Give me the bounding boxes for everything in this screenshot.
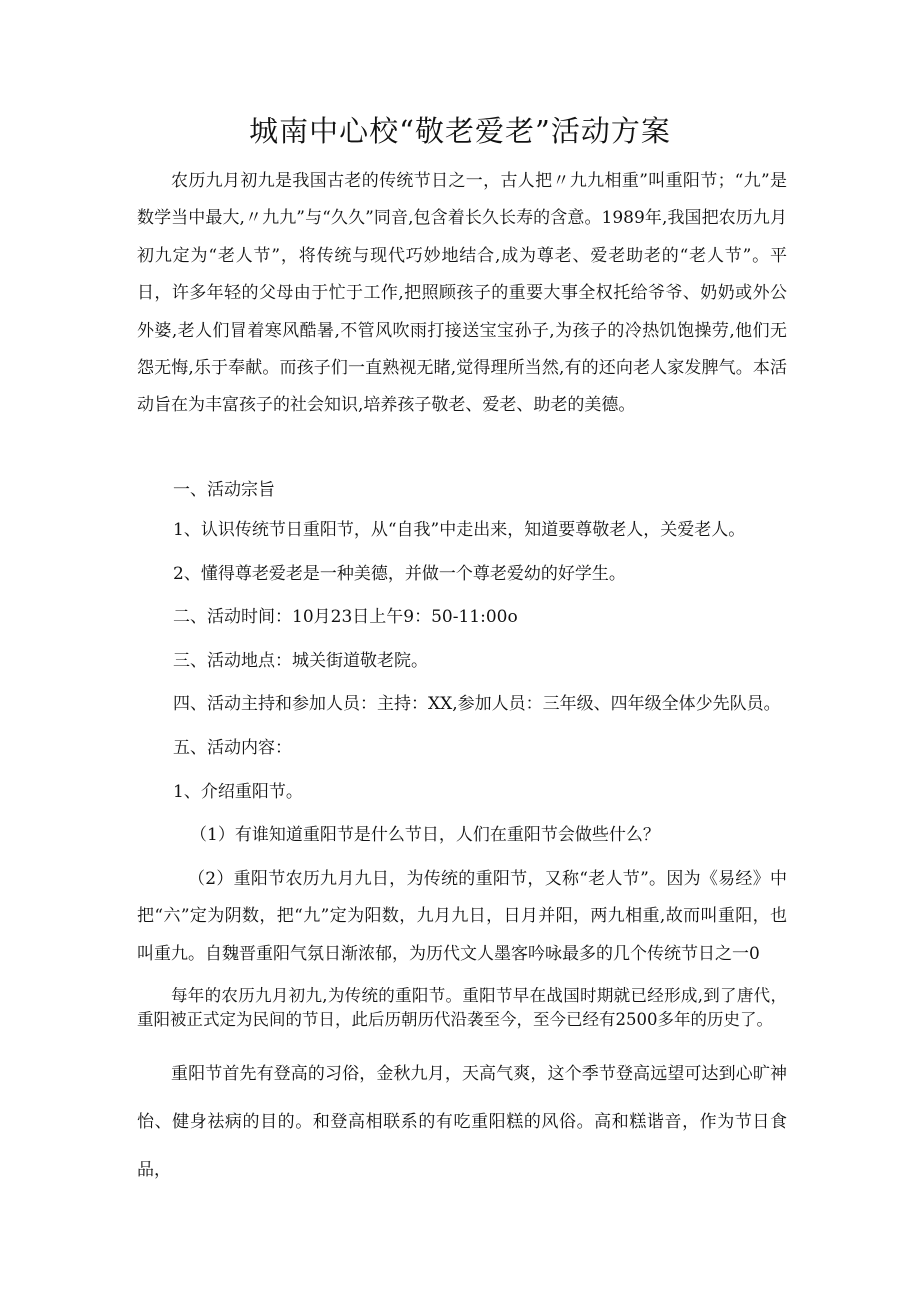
section-heading-content: 五、活动内容： [173, 738, 292, 758]
history-paragraph: 每年的农历九月初九,为传统的重阳节。重阳节早在战国时期就已经形成,到了唐代，重阳被正式定为民间的节日，此后历朝历代沿袭至今，至今已经有2500多年的历史了。 [137, 986, 787, 1029]
activity-place: 三、活动地点：城关街道敬老院。 [173, 651, 428, 671]
activity-time: 二、活动时间：10月23日上午9：50-11:00o [173, 607, 518, 627]
section-heading-purpose: 一、活动宗旨 [173, 480, 275, 500]
activity-people: 四、活动主持和参加人员：主持：XX,参加人员：三年级、四年级全体少先队员。 [173, 694, 781, 714]
customs-paragraph: 重阳节首先有登高的习俗，金秋九月，天高气爽，这个季节登高远望可达到心旷神怡、健身祛病的目的。和登高相联系的有吃重阳糕的风俗。高和糕谐音，作为节日食品， [137, 1064, 787, 1180]
purpose-item-2: 2、懂得尊老爱老是一种美德，并做一个尊老爱幼的好学生。 [173, 564, 626, 584]
content-item-1: 1、介绍重阳节。 [173, 782, 303, 802]
content-question-1: （1）有谁知道重阳节是什么节日，人们在重阳节会做些什么？ [190, 825, 660, 845]
intro-paragraph: 农历九月初九是我国古老的传统节日之一，古人把〃九九相重”叫重阳节；“九”是数学当中最大,〃九九”与“久久”同音,包含着长久长寿的含意。1989年,我国把农历九月初九定为“老人节”，将传统与现代巧妙地结合,成为尊老、爱老助老的“老人节”。平日，许多年轻的父母由于忙于工作,把照顾孩子的重要大事全权托给爷爷、奶奶或外公外婆,老人们冒着寒风酷暑,不管风吹雨打接送宝宝孙子,为孩子的冷热饥饱操劳,他们无怨无悔,乐于奉献。而孩子们一直熟视无睹,觉得理所当然,有的还向老人家发脾气。本活动旨在为丰富孩子的社会知识,培养孩子敬老、爱老、助老的美德。 [137, 171, 787, 416]
purpose-item-1: 1、认识传统节日重阳节，从“自我”中走出来，知道要尊敬老人，关爱老人。 [173, 520, 746, 540]
document-title: 城南中心校“敬老爱老”活动方案 [249, 114, 671, 148]
content-question-2: （2）重阳节农历九月九日，为传统的重阳节，又称“老人节”。因为《易经》中把“六”定为阴数，把“九”定为阳数，九月九日，日月并阳，两九相重,故而叫重阳，也叫重九。自魏晋重阳气氛日渐浓郁，为历代文人墨客吟咏最多的几个传统节日之一0 [137, 869, 787, 964]
